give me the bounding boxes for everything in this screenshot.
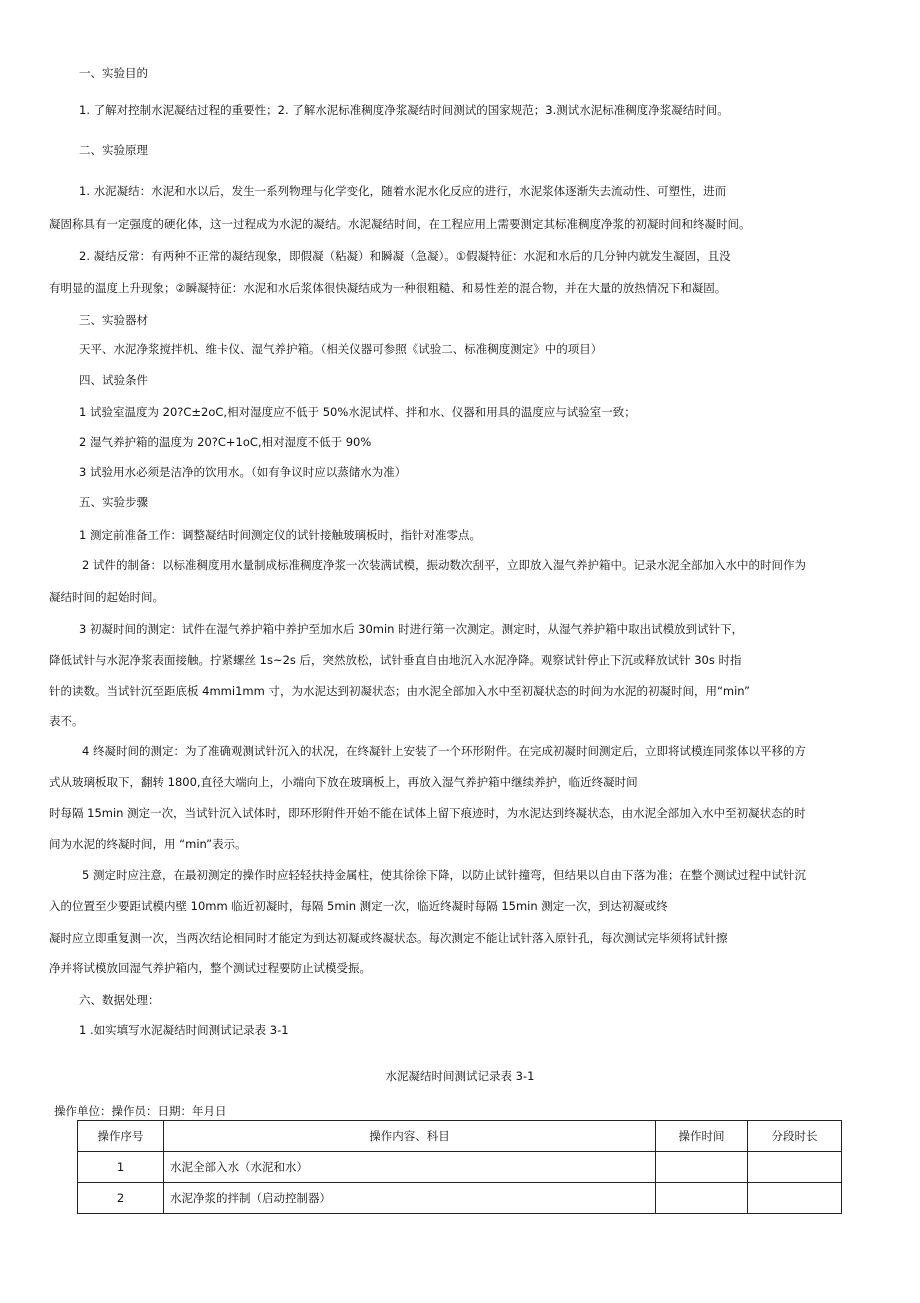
- record-table: [77, 1120, 842, 1214]
- paragraph-line: 入的位置至少要距试模内壁 10mm 临近初凝时，每隔 5min 测定一次，临近终凝时每隔 15min 测定一次，到达初凝或终: [49, 899, 668, 913]
- paragraph-line: 1 .如实填写水泥凝结时间测试记录表 3-1: [79, 1023, 289, 1037]
- heading-principle: 二、实验原理: [79, 143, 148, 157]
- paragraph-line: 时每隔 15min 测定一次，当试针沉入试体时，即环形附件开始不能在试体上留下痕迹时，为水泥达到终凝状态，由水泥全部加入水中至初凝状态的时: [49, 806, 806, 820]
- paragraph-line: 凝时应立即重复测一次，当两次结论相同时才能定为到达初凝或终凝状态。每次测定不能让试针落入原针孔，每次测试完毕须将试针擦: [49, 931, 728, 945]
- paragraph-line: 有明显的温度上升现象；②瞬凝特征：水泥和水后浆体很快凝结成为一种很粗糙、和易性差的混合物，并在大量的放热情况下和凝固。: [49, 281, 727, 295]
- paragraph-line: 表不。: [49, 714, 84, 728]
- column-header: 操作内容、科目: [164, 1121, 656, 1152]
- heading-steps: 五、实验步骤: [79, 495, 148, 509]
- paragraph-line: 2 湿气养护箱的温度为 20?C+1oC,相对湿度不低于 90%: [79, 435, 372, 449]
- heading-objective: 一、实验目的: [79, 66, 148, 80]
- paragraph-line: 2. 凝结反常：有两种不正常的凝结现象，即假凝（粘凝）和瞬凝（急凝）。①假凝特征：水泥和水后的几分钟内就发生凝固，且没: [79, 249, 731, 263]
- paragraph-line: 间为水泥的终凝时间，用 “min”表示。: [49, 837, 247, 851]
- table-meta: 操作单位：操作员：日期：年月日: [54, 1104, 227, 1118]
- table-row: [78, 1152, 842, 1183]
- heading-data-processing: 六、数据处理：: [79, 993, 160, 1007]
- table-row: [78, 1183, 842, 1214]
- paragraph-line: 凝固称具有一定强度的硬化体，这一过程成为水泥的凝结。水泥凝结时间，在工程应用上需要测定其标准稠度净浆的初凝时间和终凝时间。: [49, 217, 751, 231]
- heading-equipment: 三、实验器材: [79, 313, 148, 327]
- paragraph-line: 式从玻璃板取下，翻转 1800,直径大端向上，小端向下放在玻璃板上，再放入湿气养护箱中继续养护，临近终凝时间: [49, 775, 638, 789]
- paragraph-line: 凝结时间的起始时间。: [49, 590, 164, 604]
- paragraph-line: 针的读数。当试针沉至距底板 4mmi1mm 寸，为水泥达到初凝状态；由水泥全部加入水中至初凝状态的时间为水泥的初凝时间，用“min”: [49, 684, 750, 698]
- row-duration-cell[interactable]: [748, 1183, 842, 1214]
- heading-conditions: 四、试验条件: [79, 373, 148, 387]
- row-number: 2: [78, 1183, 164, 1214]
- paragraph-line: 降低试针与水泥净浆表面接触。拧紧螺丝 1s~2s 后，突然放松，试针垂直自由地沉入水泥净降。观察试针停止下沉或释放试针 30s 时指: [49, 653, 742, 667]
- row-content: 水泥全部入水（水泥和水）: [164, 1152, 656, 1183]
- row-time-cell[interactable]: [656, 1152, 748, 1183]
- table-header-row: [78, 1121, 842, 1152]
- paragraph-line: 净并将试模放回湿气养护箱内，整个测试过程要防止试模受振。: [49, 961, 371, 975]
- paragraph-line: 5 测定时应注意，在最初测定的操作时应轻轻扶持金属柱，使其徐徐下降，以防止试针撞弯，但结果以自由下落为准；在整个测试过程中试针沉: [82, 868, 806, 882]
- column-header: 操作时间: [656, 1121, 748, 1152]
- paragraph-line: 4 终凝时间的测定：为了准确观测试针沉入的状况，在终凝针上安装了一个环形附件。在完成初凝时间测定后，立即将试模连同浆体以平移的方: [82, 744, 806, 758]
- paragraph-line: 2 试件的制备：以标准稠度用水量制成标准稠度净浆一次装满试模，振动数次刮平，立即放入湿气养护箱中。记录水泥全部加入水中的时间作为: [82, 558, 806, 572]
- table-caption: 水泥凝结时间测试记录表 3-1: [385, 1069, 535, 1083]
- paragraph-line: 1 测定前准备工作：调整凝结时间测定仪的试针接触玻璃板时，指针对准零点。: [79, 528, 481, 542]
- row-duration-cell[interactable]: [748, 1152, 842, 1183]
- column-header: 操作序号: [78, 1121, 164, 1152]
- paragraph-line: 3 初凝时间的测定：试件在湿气养护箱中养护至加水后 30min 时进行第一次测定。测定时，从湿气养护箱中取出试模放到试针下，: [79, 622, 744, 636]
- row-number: 1: [78, 1152, 164, 1183]
- paragraph-line: 3 试验用水必须是洁净的饮用水。（如有争议时应以蒸储水为准）: [79, 465, 407, 479]
- paragraph-line: 1. 水泥凝结：水泥和水以后，发生一系列物理与化学变化，随着水泥水化反应的进行，水泥浆体逐渐失去流动性、可塑性，进而: [79, 184, 727, 198]
- row-time-cell[interactable]: [656, 1183, 748, 1214]
- row-content: 水泥净浆的拌制（启动控制器）: [164, 1183, 656, 1214]
- paragraph-line: 1. 了解对控制水泥凝结过程的重要性；2. 了解水泥标准稠度净浆凝结时间测试的国家规范；3.测试水泥标准稠度净浆凝结时间。: [79, 103, 729, 117]
- column-header: 分段时长: [748, 1121, 842, 1152]
- paragraph-line: 1 试验室温度为 20?C±2oC,相对湿度应不低于 50%水泥试样、拌和水、仪器和用具的温度应与试验室一致；: [79, 405, 636, 419]
- paragraph-line: 天平、水泥净浆搅拌机、维卡仪、湿气养护箱。（相关仪器可参照《试验二、标准稠度测定》中的项目）: [79, 342, 603, 356]
